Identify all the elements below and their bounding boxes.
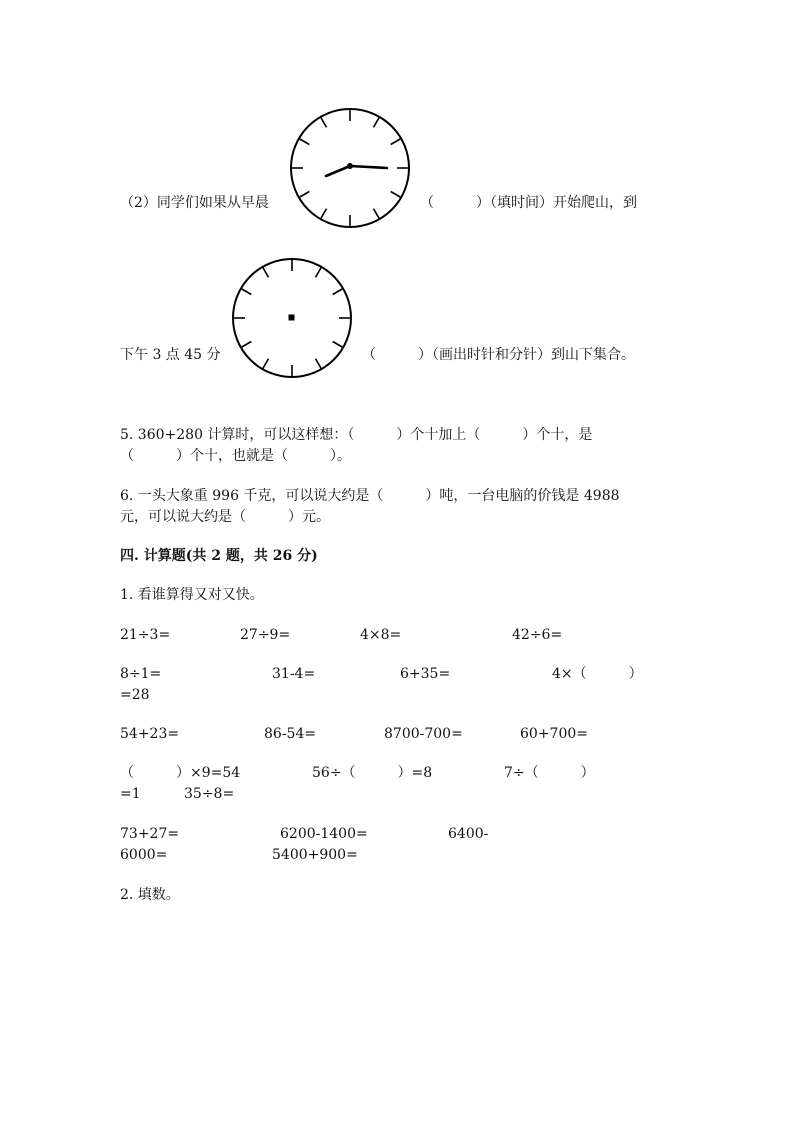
calc2-title: 2. 填数。 — [120, 887, 180, 903]
calc-item: 6000= — [120, 847, 168, 863]
q2-line1-prefix: （2）同学们如果从早晨 — [120, 195, 269, 211]
calc-item: 4×（ ） — [552, 666, 643, 682]
calc-item: =1 — [120, 786, 141, 802]
calc-item: 60+700= — [520, 726, 588, 742]
calc-item: 7÷（ ） — [504, 765, 595, 781]
q2-line2-prefix: 下午 3 点 45 分 — [120, 347, 221, 363]
q2-line1-suffix: （ ）（填时间）开始爬山，到 — [420, 195, 637, 211]
section-heading: 四. 计算题(共 2 题，共 26 分) — [120, 548, 318, 564]
q5-line2: （ ）个十，也就是（ ）。 — [120, 448, 351, 464]
clock-face-filled — [289, 107, 411, 229]
calc-item: 27÷9= — [240, 627, 291, 643]
calc-item: 86-54= — [264, 726, 317, 742]
calc-item: 21÷3= — [120, 627, 171, 643]
q2-line2-suffix: （ ）（画出时针和分针）到山下集合。 — [362, 347, 635, 363]
clock-face-blank — [231, 257, 353, 379]
calc-item: 8700-700= — [384, 726, 463, 742]
calc-item: 42÷6= — [512, 627, 563, 643]
calc-item: 56÷（ ）=8 — [312, 765, 433, 781]
calc-item: 6+35= — [400, 666, 451, 682]
calc-item: 4×8= — [360, 627, 402, 643]
calc-item: =28 — [120, 687, 150, 703]
calc-item: 5400+900= — [272, 847, 358, 863]
calc-item: （ ）×9=54 — [120, 765, 241, 781]
calc-item: 6400- — [448, 826, 489, 842]
q6-line2: 元，可以说大约是（ ）元。 — [120, 509, 330, 525]
calc-item: 8÷1= — [120, 666, 162, 682]
calc-item: 35÷8= — [184, 786, 235, 802]
q6-line1: 6. 一头大象重 996 千克，可以说大约是（ ）吨，一台电脑的价钱是 4988 — [120, 488, 620, 504]
calc-item: 73+27= — [120, 826, 180, 842]
calc-item: 54+23= — [120, 726, 180, 742]
calc-item: 6200-1400= — [280, 826, 368, 842]
calc1-title: 1. 看谁算得又对又快。 — [120, 587, 264, 603]
q5-line1: 5. 360+280 计算时，可以这样想：（ ）个十加上（ ）个十，是 — [120, 427, 593, 443]
calc-item: 31-4= — [272, 666, 316, 682]
